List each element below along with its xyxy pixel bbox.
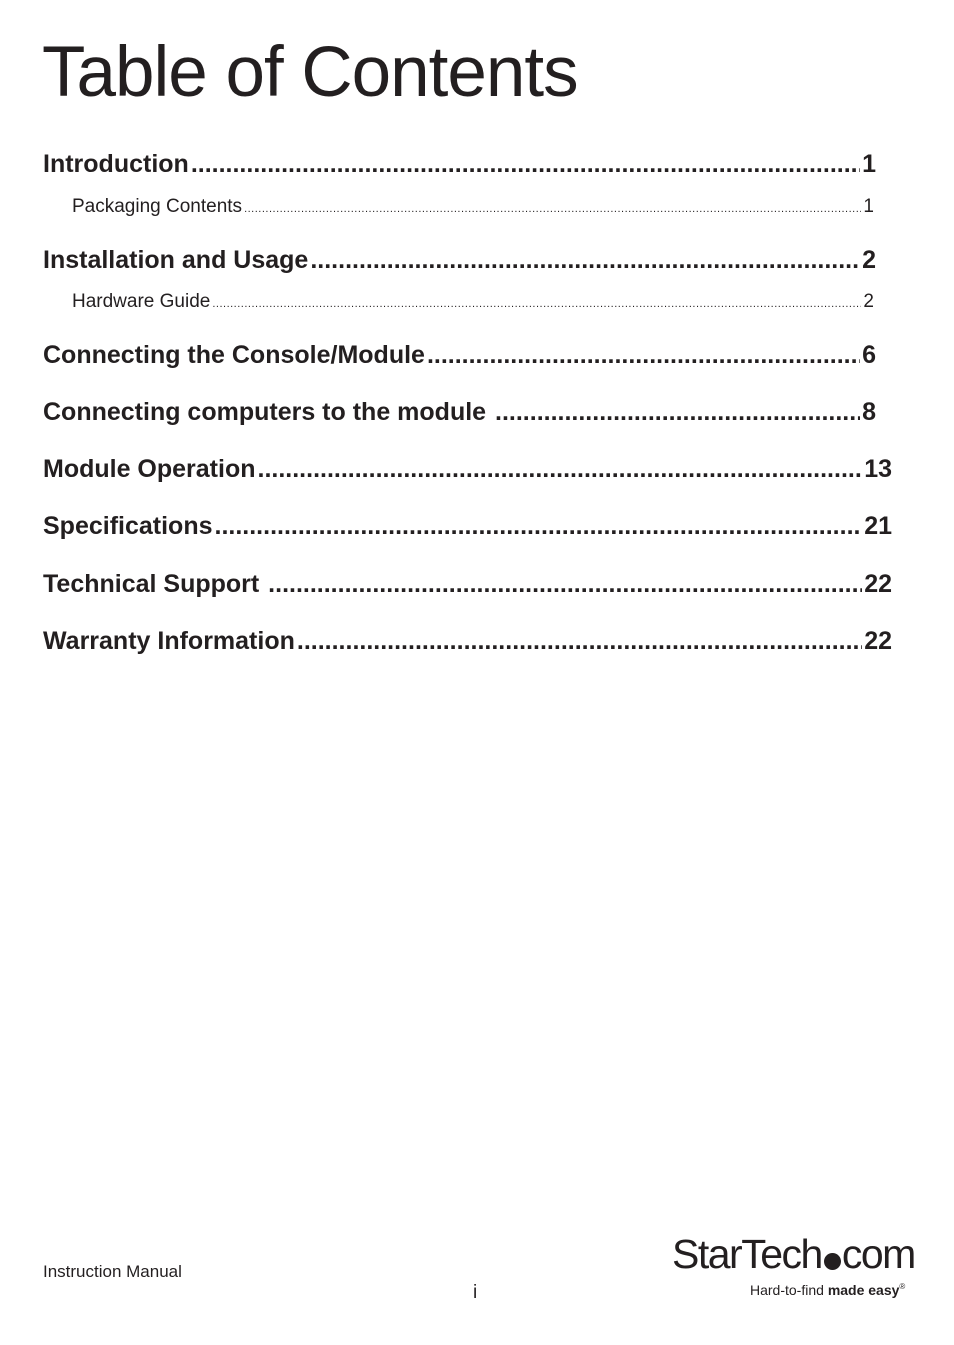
toc-leader-dots bbox=[215, 512, 863, 541]
toc-entry-introduction[interactable] bbox=[43, 150, 876, 179]
toc-leader-dots bbox=[191, 150, 860, 179]
toc-entry-installation-and-usage[interactable] bbox=[43, 246, 876, 275]
registered-mark-icon: ® bbox=[899, 1282, 906, 1291]
toc-leader-dots bbox=[268, 570, 862, 599]
footer-page-number: i bbox=[473, 1282, 478, 1303]
footer-document-type: Instruction Manual bbox=[43, 1262, 182, 1281]
logo-wordmark bbox=[672, 1232, 915, 1276]
toc-entry-page: 22 bbox=[864, 570, 892, 598]
toc-entry-page: 1 bbox=[863, 196, 874, 217]
toc-entry-label: Connecting computers to the module bbox=[43, 398, 494, 426]
logo-tld: com bbox=[841, 1231, 915, 1277]
toc-entry-page: 21 bbox=[864, 512, 892, 540]
toc-leader-dots bbox=[297, 627, 862, 656]
logo-dot-icon bbox=[824, 1253, 841, 1270]
toc-entry-label: Installation and Usage bbox=[43, 246, 309, 274]
logo-brand: StarTech bbox=[672, 1231, 822, 1277]
toc-leader-dots bbox=[258, 455, 863, 484]
toc-leader-dots bbox=[427, 341, 860, 370]
toc-entry-label: Hardware Guide bbox=[72, 291, 211, 312]
startech-logo bbox=[672, 1231, 915, 1304]
toc-entry-label: Packaging Contents bbox=[72, 196, 243, 217]
toc-entry-page: 13 bbox=[864, 455, 892, 483]
toc-entry-page: 2 bbox=[862, 246, 876, 274]
logo-tagline bbox=[750, 1282, 905, 1298]
toc-entry-label: Connecting the Console/Module bbox=[43, 341, 425, 369]
toc-entry-module-operation[interactable] bbox=[43, 455, 892, 484]
logo-tagline-regular: Hard-to-find bbox=[750, 1282, 828, 1298]
toc-entry-page: 2 bbox=[863, 291, 874, 312]
toc-entry-page: 1 bbox=[862, 150, 876, 178]
toc-leader-dots bbox=[244, 203, 861, 215]
toc-entry-label: Module Operation bbox=[43, 455, 256, 483]
toc-entry-label: Warranty Information bbox=[43, 627, 295, 655]
toc-entry-label: Introduction bbox=[43, 150, 189, 178]
toc-entry-page: 8 bbox=[862, 398, 876, 426]
toc-entry-technical-support[interactable] bbox=[43, 570, 892, 599]
toc-entry-label: Specifications bbox=[43, 512, 213, 540]
toc-leader-dots bbox=[212, 298, 861, 310]
toc-entry-specifications[interactable] bbox=[43, 512, 892, 541]
toc-entry-connecting-computers[interactable] bbox=[43, 398, 876, 427]
toc-entry-connecting-console-module[interactable] bbox=[43, 341, 876, 370]
toc-entry-label: Technical Support bbox=[43, 570, 267, 598]
page-title: Table of Contents bbox=[42, 33, 578, 112]
toc-entry-warranty-information[interactable] bbox=[43, 627, 892, 656]
toc-leader-dots bbox=[495, 398, 860, 427]
toc-leader-dots bbox=[310, 246, 860, 275]
toc-entry-hardware-guide[interactable] bbox=[72, 291, 874, 313]
logo-tagline-bold: made easy bbox=[827, 1282, 900, 1298]
toc-entry-page: 6 bbox=[862, 341, 876, 369]
toc-entry-packaging-contents[interactable] bbox=[72, 196, 874, 218]
toc-entry-page: 22 bbox=[864, 627, 892, 655]
